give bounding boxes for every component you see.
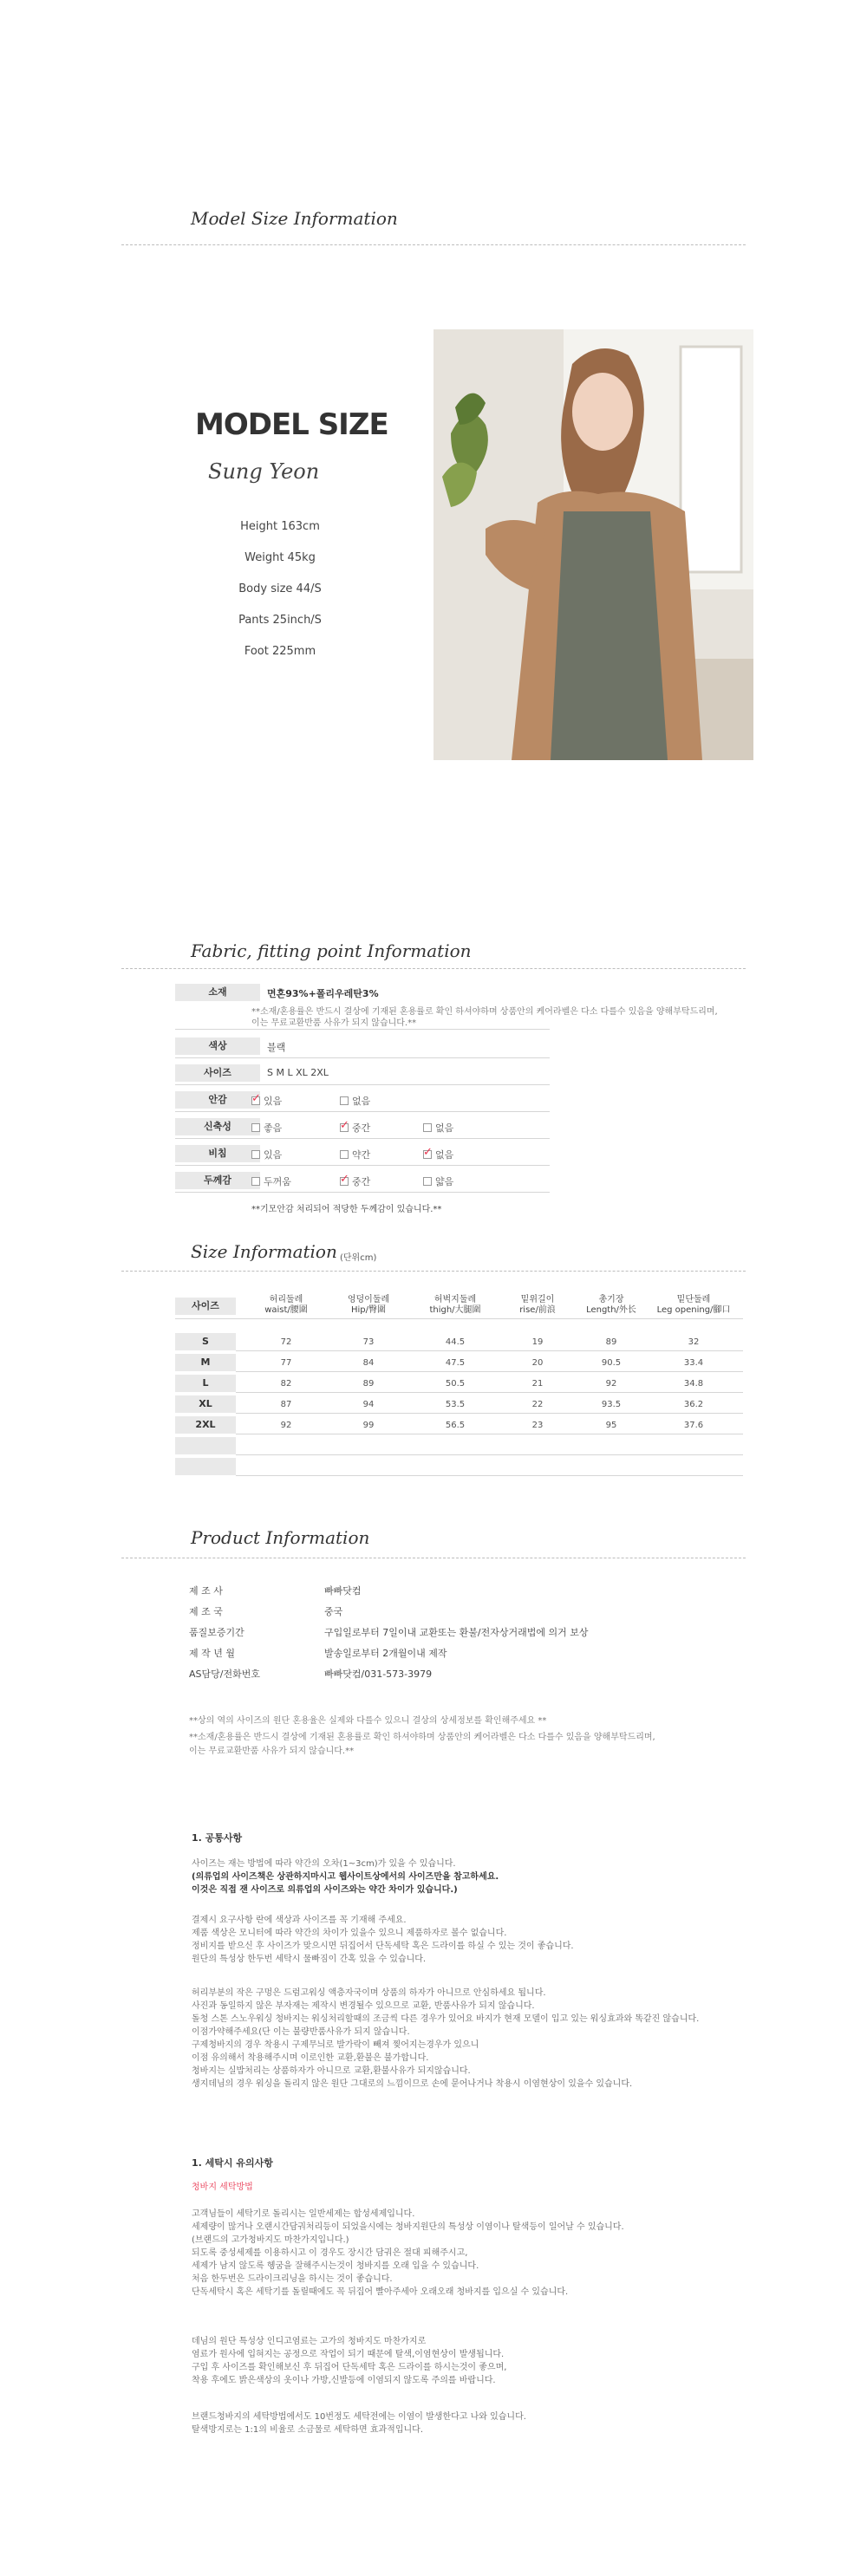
stretch-option-good: 좋음 (251, 1121, 282, 1135)
table-cell: 34.8 (683, 1379, 704, 1389)
divider (121, 1271, 746, 1272)
table-cell: 33.4 (683, 1358, 704, 1368)
material-label: 소재 (175, 984, 260, 1001)
sheerness-option-none: ✓ 없음 (423, 1148, 453, 1161)
stretch-option-medium: ✓ 중간 (340, 1121, 370, 1135)
sheerness-option-slight: 약간 (340, 1148, 370, 1161)
country-value: 중국 (324, 1606, 343, 1617)
thickness-option-thin: 얇음 (423, 1174, 453, 1188)
as-contact-value: 빠빠닷컴/031-573-3979 (324, 1669, 433, 1680)
table-cell: 93.5 (601, 1400, 622, 1409)
table-cell: 77 (280, 1358, 292, 1368)
sizes-label: 사이즈 (175, 1064, 260, 1082)
table-cell: 94 (362, 1400, 375, 1409)
header-waist: 허리둘레 waist/腰圍 (264, 1295, 308, 1315)
product-note-3: 이는 무료교환반품 사유가 되지 않습니다.** (189, 1747, 355, 1756)
sizes-value: S M L XL 2XL (267, 1067, 329, 1078)
checkbox-icon (251, 1123, 260, 1132)
production-date-label: 제 작 년 월 (189, 1648, 235, 1659)
row-divider (175, 1111, 550, 1112)
washing-notice-p3: 브랜드청바지의 세탁방법에서도 10번정도 세탁전에는 이염이 발생한다고 나와 있습니다. 탈색방지로는 1:1의 비율로 소금물로 세탁하면 효과적입니다. (192, 2412, 526, 2435)
size-row-label: M (175, 1354, 236, 1371)
as-contact-label: AS담당/전화번호 (189, 1669, 260, 1680)
common-notice-heading: 1. 공통사항 (192, 1832, 243, 1844)
model-photo (434, 329, 753, 760)
material-note-2: 이는 무료교환반품 사유가 되지 않습니다.** (251, 1018, 417, 1028)
checkbox-icon (423, 1177, 432, 1186)
thickness-label: 두께감 (175, 1172, 260, 1189)
table-cell: 92 (605, 1379, 617, 1389)
manufacturer-value: 빠빠닷컴 (324, 1585, 362, 1597)
table-cell: 23 (531, 1421, 544, 1430)
row-divider (175, 1029, 550, 1030)
header-length: 총기장 Length/外长 (586, 1295, 636, 1315)
table-cell: 36.2 (683, 1400, 704, 1409)
table-cell: 90.5 (601, 1358, 622, 1368)
material-note: **소재/혼용률은 반드시 결상에 기재된 혼용률로 확인 하셔야하며 상품안의 케어라벨은 다소 다를수 있음을 양해부탁드리며, (251, 1007, 718, 1017)
table-cell: 89 (362, 1379, 375, 1389)
table-cell: 53.5 (445, 1400, 466, 1409)
manufacturer-label: 제 조 사 (189, 1585, 223, 1597)
row-divider (175, 1192, 550, 1193)
checkbox-icon (423, 1123, 432, 1132)
checkbox-icon (340, 1096, 349, 1105)
color-value: 블랙 (267, 1042, 286, 1053)
header-thigh: 허벅지둘레 thigh/大腿圍 (429, 1295, 481, 1315)
fabric-section-title: Fabric, fitting point Information (191, 940, 472, 961)
header-rise: 밑위길이 rise/前浪 (519, 1295, 556, 1315)
table-cell: 87 (280, 1400, 292, 1409)
checkbox-icon (251, 1177, 260, 1186)
checked-icon (340, 1123, 349, 1132)
table-cell: 32 (688, 1337, 700, 1347)
table-cell: 99 (362, 1421, 375, 1430)
size-section-title: Size Information (191, 1241, 337, 1262)
model-size-heading: MODEL SIZE (195, 407, 388, 442)
model-signature: Sung Yeon (208, 459, 320, 484)
divider (121, 968, 746, 969)
empty-size-row (175, 1437, 236, 1454)
size-column-label: 사이즈 (175, 1298, 236, 1315)
row-divider (236, 1371, 743, 1372)
size-row-label: XL (175, 1395, 236, 1413)
common-notice-p1: 사이즈는 재는 방법에 따라 약간의 오차(1~3cm)가 있을 수 있습니다. (192, 1859, 456, 1869)
thickness-option-medium: ✓ 중간 (340, 1174, 370, 1188)
color-label: 색상 (175, 1038, 260, 1055)
checkbox-icon (340, 1150, 349, 1159)
warranty-value: 구입일로부터 7일이내 교환또는 환불/전자상거래법에 의거 보상 (324, 1627, 589, 1638)
table-cell: 50.5 (445, 1379, 466, 1389)
lining-option-yes: ✓ 있음 (251, 1094, 282, 1108)
thickness-option-thick: 두꺼움 (251, 1174, 291, 1188)
divider (121, 244, 746, 245)
table-cell: 73 (362, 1337, 375, 1347)
model-foot: Foot 225mm (244, 645, 316, 658)
table-cell: 21 (531, 1379, 544, 1389)
size-row-label: 2XL (175, 1416, 236, 1434)
row-divider (175, 1165, 550, 1166)
material-value: 면혼93%+폴리우레탄3% (267, 988, 379, 999)
washing-notice-heading: 1. 세탁시 유의사항 (192, 2157, 273, 2169)
size-unit: (단위cm) (340, 1253, 377, 1263)
sheerness-option-yes: 있음 (251, 1148, 282, 1161)
product-note-2: **소재/혼용률은 반드시 결상에 기재된 혼용률로 확인 하셔야하며 상품안의 케어라벨은 다소 다를수 있음을 양해부탁드리며, (189, 1733, 655, 1742)
checked-icon (251, 1096, 260, 1105)
washing-notice-p2: 데님의 원단 특성상 인디고염료는 고가의 청바지도 마찬가지로 염료가 원사에 입혀지는 공정으로 작업이 되기 때문에 탈색,이염현상이 발생됩니다. 구입 후 사이즈를 확인해보신 후 뒤집어 단독세탁 혹은 드라이를 하시는것이 좋으며, 착용 후에도 밝은색상의 옷이나 가방,신발등에 이염되지 않도록 주의를 바랍니다. (192, 2337, 507, 2385)
checked-icon (423, 1150, 432, 1159)
row-divider (175, 1084, 550, 1085)
production-date-value: 발송일로부터 2개월이내 제작 (324, 1648, 447, 1659)
table-cell: 84 (362, 1358, 375, 1368)
table-cell: 20 (531, 1358, 544, 1368)
stretch-label: 신축성 (175, 1118, 260, 1135)
lining-option-no: 없음 (340, 1094, 370, 1108)
washing-notice-p1: 고객님들이 세탁기로 돌리시는 일반세제는 합성세제입니다. 세제량이 많거나 오랜시간담궈처리등이 되었을시에는 청바지원단의 특성상 이염이나 탈색등이 일어날 수 있습니다. (브랜드의 고가청바지도 마찬가지입니다.) 되도록 중성세제를 이용하시고 이 경우도 장시간 담궈은 절대 피해주시고, 세제가 남지 않도록 헹굼을 잘해주시는것이 청바지를 오래 입을 수 있습니다. 처음 한두번은 드라이크리닝을 하시는 것이 좋습니다. 단독세탁시 혹은 세탁기를 돌릴때에도 꼭 뒤집어 빨아주세아 오래오래 청바지를 입으실 수 있습니다. (192, 2209, 624, 2297)
model-weight: Weight 45kg (244, 551, 316, 564)
checked-icon (340, 1177, 349, 1186)
product-note-1: **상의 역의 사이즈의 원단 혼용율은 실제와 다를수 있으니 결상의 상세정보를 확인해주세요 ** (189, 1716, 547, 1726)
row-divider (175, 1318, 743, 1319)
row-divider (236, 1350, 743, 1351)
empty-size-row (175, 1458, 236, 1475)
header-hip: 엉덩이둘레 Hip/臀圍 (347, 1295, 390, 1315)
table-cell: 22 (531, 1400, 544, 1409)
model-body-size: Body size 44/S (238, 582, 322, 595)
row-divider (236, 1475, 743, 1476)
row-divider (236, 1413, 743, 1414)
row-divider (236, 1454, 743, 1455)
table-cell: 37.6 (683, 1421, 704, 1430)
country-label: 제 조 국 (189, 1606, 223, 1617)
warranty-label: 품질보증기간 (189, 1627, 244, 1638)
model-pants: Pants 25inch/S (238, 614, 322, 627)
table-cell: 56.5 (445, 1421, 466, 1430)
washing-notice-subheading: 청바지 세탁방법 (192, 2182, 253, 2192)
lining-label: 안감 (175, 1091, 260, 1109)
size-row-label: S (175, 1333, 236, 1350)
table-cell: 82 (280, 1379, 292, 1389)
table-cell: 95 (605, 1421, 617, 1430)
checkbox-icon (251, 1150, 260, 1159)
common-notice-p1b: (의류업의 사이즈책은 상관하지마시고 웹사이트상에서의 사이즈만을 참고하세요. 이것은 직접 잰 사이즈로 의류업의 사이즈와는 약간 차이가 있습니다.) (192, 1872, 499, 1895)
product-section-title: Product Information (191, 1527, 370, 1548)
table-cell: 72 (280, 1337, 292, 1347)
common-notice-p3: 허리부분의 작은 구멍은 드럼고워싱 액층자국이며 상품의 하자가 아니므로 안심하세요 됩니다. 사진과 동일하지 않은 부자재는 제작시 변경될수 있으므로 교환, 반품사유가 되지 않습니다. 돌청 스톤 스노우워싱 청바지는 워싱처리할때의 조금씩 다른 경우가 있어요 바지가 현재 모델이 입고 있는 워싱효과와 똑같진 않습니다. 이점가약해주세요(단 이는 불량반품사유가 되지 않습니다. 구제청바지의 경우 착용시 구제무늬로 발가락이 빼져 찢어지는경우가 있으니 이점 유의해서 착용해주시며 이로인한 교환,환불은 불가합니다. 청바지는 실밥처리는 상품하자가 아니므로 교환,환불사유가 되지않습니다. 생지데님의 경우 워싱을 돌리지 않은 원단 그대로의 느낌이므로 손에 묻어나거나 착용시 이염현상이 있을수 있습니다. (192, 1988, 700, 2089)
table-cell: 92 (280, 1421, 292, 1430)
header-leg-opening: 밑단둘레 Leg opening/腳口 (656, 1295, 731, 1315)
row-divider (236, 1392, 743, 1393)
size-row-label: L (175, 1375, 236, 1392)
row-divider (175, 1138, 550, 1139)
row-divider (175, 1057, 550, 1058)
stretch-option-none: 없음 (423, 1121, 453, 1135)
fabric-footnote: **기모안감 처리되어 적당한 두께감이 있습니다.** (251, 1205, 442, 1214)
common-notice-p2: 결제시 요구사항 란에 색상과 사이즈를 꼭 기재해 주세요. 제품 색상은 모니터에 따라 약간의 차이가 있을수 있으니 제품하자로 볼수 없습니다. 정비지를 받으신 후 사이즈가 맞으시면 뒤집어서 단독세탁 혹은 드라이를 하실 수 있는 것이 좋습니다. 원단의 특성상 한두번 세탁시 물빠짐이 간혹 있을 수 있습니다. (192, 1916, 574, 1964)
table-cell: 89 (605, 1337, 617, 1347)
sheerness-label: 비침 (175, 1145, 260, 1162)
model-height: Height 163cm (240, 520, 320, 533)
table-cell: 47.5 (445, 1358, 466, 1368)
table-cell: 19 (531, 1337, 544, 1347)
table-cell: 44.5 (445, 1337, 466, 1347)
model-size-section-title: Model Size Information (191, 208, 398, 229)
